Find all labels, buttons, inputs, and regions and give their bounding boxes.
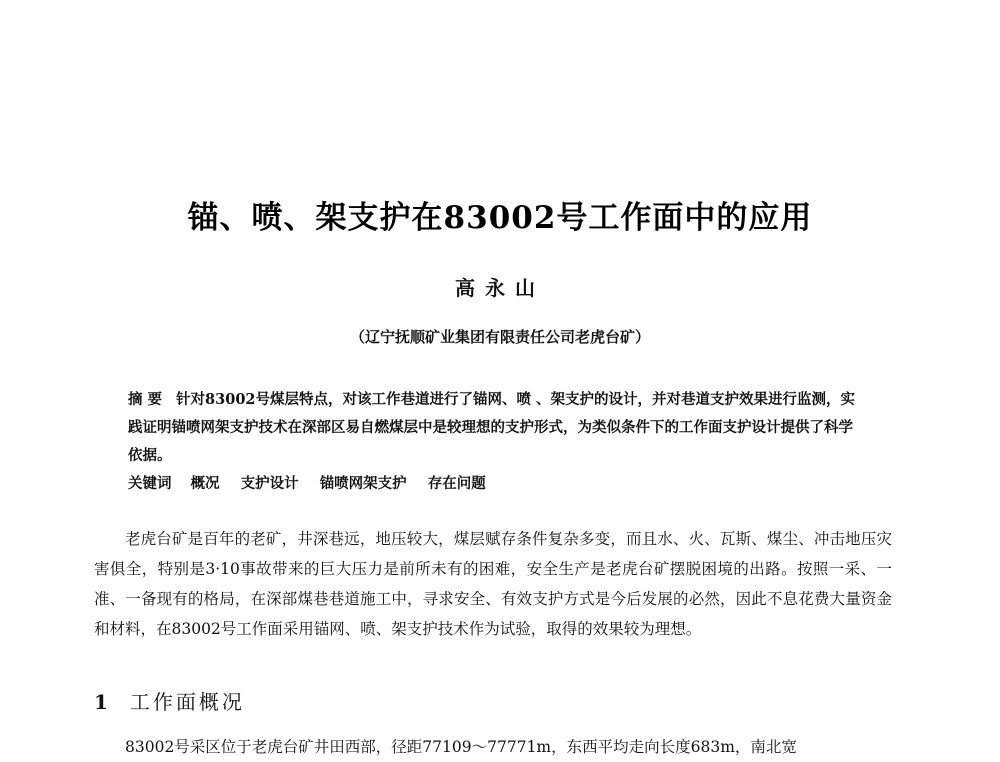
section-heading [94, 686, 245, 715]
abstract-text: 针对83002号煤层特点，对该工作巷道进行了锚网、喷 、架支护的设计，并对巷道支护效果进行监测，实践证明锚喷网架支护技术在深部区易自燃煤层中是较理想的支护形式，为类似条件下的工作面支护设计提供了科学依据。 [128, 391, 856, 464]
section1-body [94, 732, 892, 762]
intro-paragraph: 老虎台矿是百年的老矿，井深巷远，地压较大，煤层赋存条件复杂多变，而且水、火、瓦斯、煤尘、冲击地压灾害俱全，特别是3·10事故带来的巨大压力是前所未有的困难，安全生产是老虎台矿摆脱困境的出路。按照一采、一准、一备现有的格局，在深部煤巷巷道施工中，寻求安全、有效支护方式是今后发展的必然，因此不息花费大量资金和材料，在83002号工作面采用锚网、喷、架支护技术作为试验，取得的效果较为理想。 [94, 530, 892, 638]
keywords-block [128, 470, 863, 498]
section-number: 1 [94, 690, 108, 714]
intro-section [94, 524, 892, 644]
section-title: 工作面概况 [129, 690, 245, 714]
keyword: 概况 [190, 475, 220, 492]
keyword: 存在问题 [427, 475, 486, 492]
paper-title: 锚、喷、架支护在83002号工作面中的应用 [187, 200, 813, 236]
keywords-label: 关键词 [128, 476, 172, 492]
abstract-label: 摘 要 [128, 392, 163, 408]
keyword: 锚喷网架支护 [319, 475, 407, 492]
paper-author: 高永山 [455, 276, 545, 300]
abstract-block [128, 386, 863, 470]
keyword: 支护设计 [240, 475, 299, 492]
section1-paragraph: 83002号采区位于老虎台矿井田西部，径距77109～77771m，东西平均走向长度683m，南北宽 [125, 738, 797, 756]
paper-affiliation: （辽宁抚顺矿业集团有限责任公司老虎台矿） [349, 328, 650, 346]
